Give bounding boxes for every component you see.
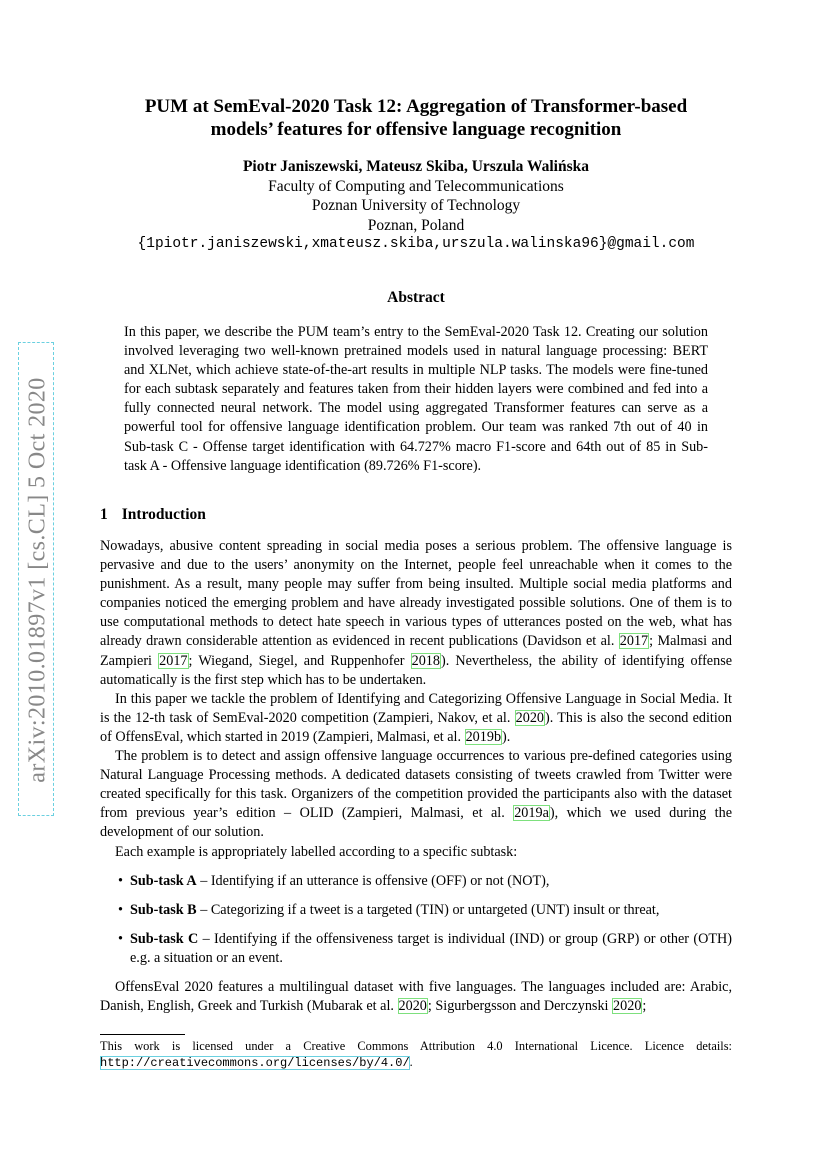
arxiv-identifier[interactable]: arXiv:2010.01897v1 [cs.CL] 5 Oct 2020 (24, 377, 51, 783)
license-url-link[interactable]: http://creativecommons.org/licenses/by/4.0/ (100, 1056, 410, 1070)
abstract-heading: Abstract (387, 289, 445, 306)
subtask-list (100, 872, 732, 968)
subtask-description: – Identifying if an utterance is offensive (OFF) or not (NOT), (196, 872, 550, 889)
section-number: 1 (100, 506, 108, 523)
section-heading-introduction (100, 506, 206, 524)
subtask-label: Sub-task C (130, 930, 199, 947)
intro-paragraph-4: Each example is appropriately labelled according to a specific subtask: (115, 843, 518, 860)
list-item-subtask-c (100, 930, 732, 968)
paragraph-text: ; Wiegand, Siegel, and Ruppenhofer (188, 652, 411, 669)
intro-paragraph-5 (100, 978, 732, 1016)
paragraph-text: ). Nevertheless, the ability of identifying offense automatically is the first step which has to be undertaken. (100, 652, 733, 688)
paragraph-text: In this paper we tackle the problem of Identifying and Categorizing Offensive Language in Social Media. It is the 12-th task of SemEval-2020 competition (Zampieri, Nakov, et al. (100, 690, 732, 726)
citation-link[interactable]: 2019a (514, 805, 549, 822)
paragraph-text: ; (642, 998, 647, 1015)
affiliation-location: Poznan, Poland (367, 216, 465, 234)
citation-link[interactable]: 2020 (613, 998, 642, 1015)
introduction-body (100, 537, 732, 1016)
intro-paragraph-1 (100, 537, 732, 690)
subtask-label: Sub-task A (130, 872, 197, 889)
paragraph-text: ). This is also the second edition of OffensEval, which started in 2019 (Zampieri, Malmasi, et al. (100, 709, 732, 745)
footnote-end: . (409, 1055, 413, 1069)
citation-link[interactable]: 2017 (619, 633, 649, 650)
subtask-description: – Categorizing if a tweet is a targeted (TIN) or untargeted (UNT) insult or threat, (196, 901, 660, 918)
title-line-2: models’ features for offensive language recognition (210, 119, 622, 140)
affiliation-university: Poznan University of Technology (311, 197, 521, 215)
paragraph-text: ; Malmasi and Zampieri (100, 633, 733, 669)
footnote-text: This work is licensed under a Creative Commons Attribution 4.0 International Licence. Licence details: (100, 1039, 732, 1053)
paragraph-text: OffensEval 2020 features a multilingual dataset with five languages. The languages included are: Arabic, Danish, English, Greek and Turkish (Mubarak et al. (100, 978, 732, 1015)
subtask-label: Sub-task B (130, 901, 197, 918)
abstract-text: In this paper, we describe the PUM team’s entry to the SemEval-2020 Task 12. Creating our solution involved leveraging two well-known pretrained models used in natural language processing: BERT and XLNet, which achieve state-of-the-art results in multiple NLP tasks. The models were fine-tuned for each subtask separately and features taken from their hidden layers were combined and fed into a fully connected neural network. The model using aggregated Transformer features can serve as a powerful tool for offensive language identification problem. Our team was ranked 7th out of 40 in Sub-task C - Offense target identification with 64.727% macro F1-score and 64th out of 85 in Sub-task A - Offensive language identification (89.726% F1-score). (124, 324, 708, 474)
affiliation-faculty: Faculty of Computing and Telecommunications (268, 177, 564, 195)
paragraph-text: ), which we used during the development of our solution. (100, 805, 732, 841)
list-item-subtask-b (100, 901, 732, 920)
paragraph-text: The problem is to detect and assign offensive language occurrences to various pre-defined categories using Natural Language Processing methods. A dedicated datasets consisting of tweets crawled from Twitter were created specifically for this task. Organizers of the competition provided the participants also with the dataset from previous year’s edition – OLID (Zampieri, Malmasi, et al. (100, 748, 732, 822)
citation-link[interactable]: 2017 (159, 652, 188, 669)
author-names: Piotr Janiszewski, Mateusz Skiba, Urszula Walińska (242, 158, 590, 175)
section-title: Introduction (121, 506, 206, 523)
citation-link[interactable]: 2019b (465, 728, 502, 745)
paragraph-text: ). (502, 728, 511, 745)
citation-link[interactable]: 2020 (515, 709, 545, 726)
intro-paragraph-2 (100, 690, 732, 747)
license-footnote (100, 1038, 732, 1071)
subtask-description: – Identifying if the offensiveness target is individual (IND) or group (GRP) or other (OTH) e.g. a situation or an event. (130, 930, 732, 966)
list-item-subtask-a (100, 872, 732, 891)
title-line-1: PUM at SemEval-2020 Task 12: Aggregation of Transformer-based (144, 96, 688, 117)
footnote-divider (100, 1034, 185, 1035)
author-block (100, 157, 732, 255)
intro-paragraph-3 (100, 747, 732, 842)
citation-link[interactable]: 2018 (411, 652, 440, 669)
citation-link[interactable]: 2020 (398, 998, 427, 1015)
paragraph-text: ; Sigurbergsson and Derczynski (427, 998, 613, 1015)
paragraph-text: Nowadays, abusive content spreading in social media poses a serious problem. The offensive language is pervasive and due to the users’ anonymity on the Internet, people feel unreachable when it comes to the punishment. As a result, many people may suffer from being insulted. Multiple social media platforms and companies noticed the emerging problem and have already investigated possible solutions. One of them is to use computational methods to detect hate speech in various types of utterances posted on the web, what has already drawn considerable attention as evidenced in recent publications (Davidson et al. (100, 538, 732, 650)
paper-title (100, 95, 732, 141)
author-emails: {1piotr.janiszewski,xmateusz.skiba,urszula.walinska96}@gmail.com (137, 236, 695, 253)
